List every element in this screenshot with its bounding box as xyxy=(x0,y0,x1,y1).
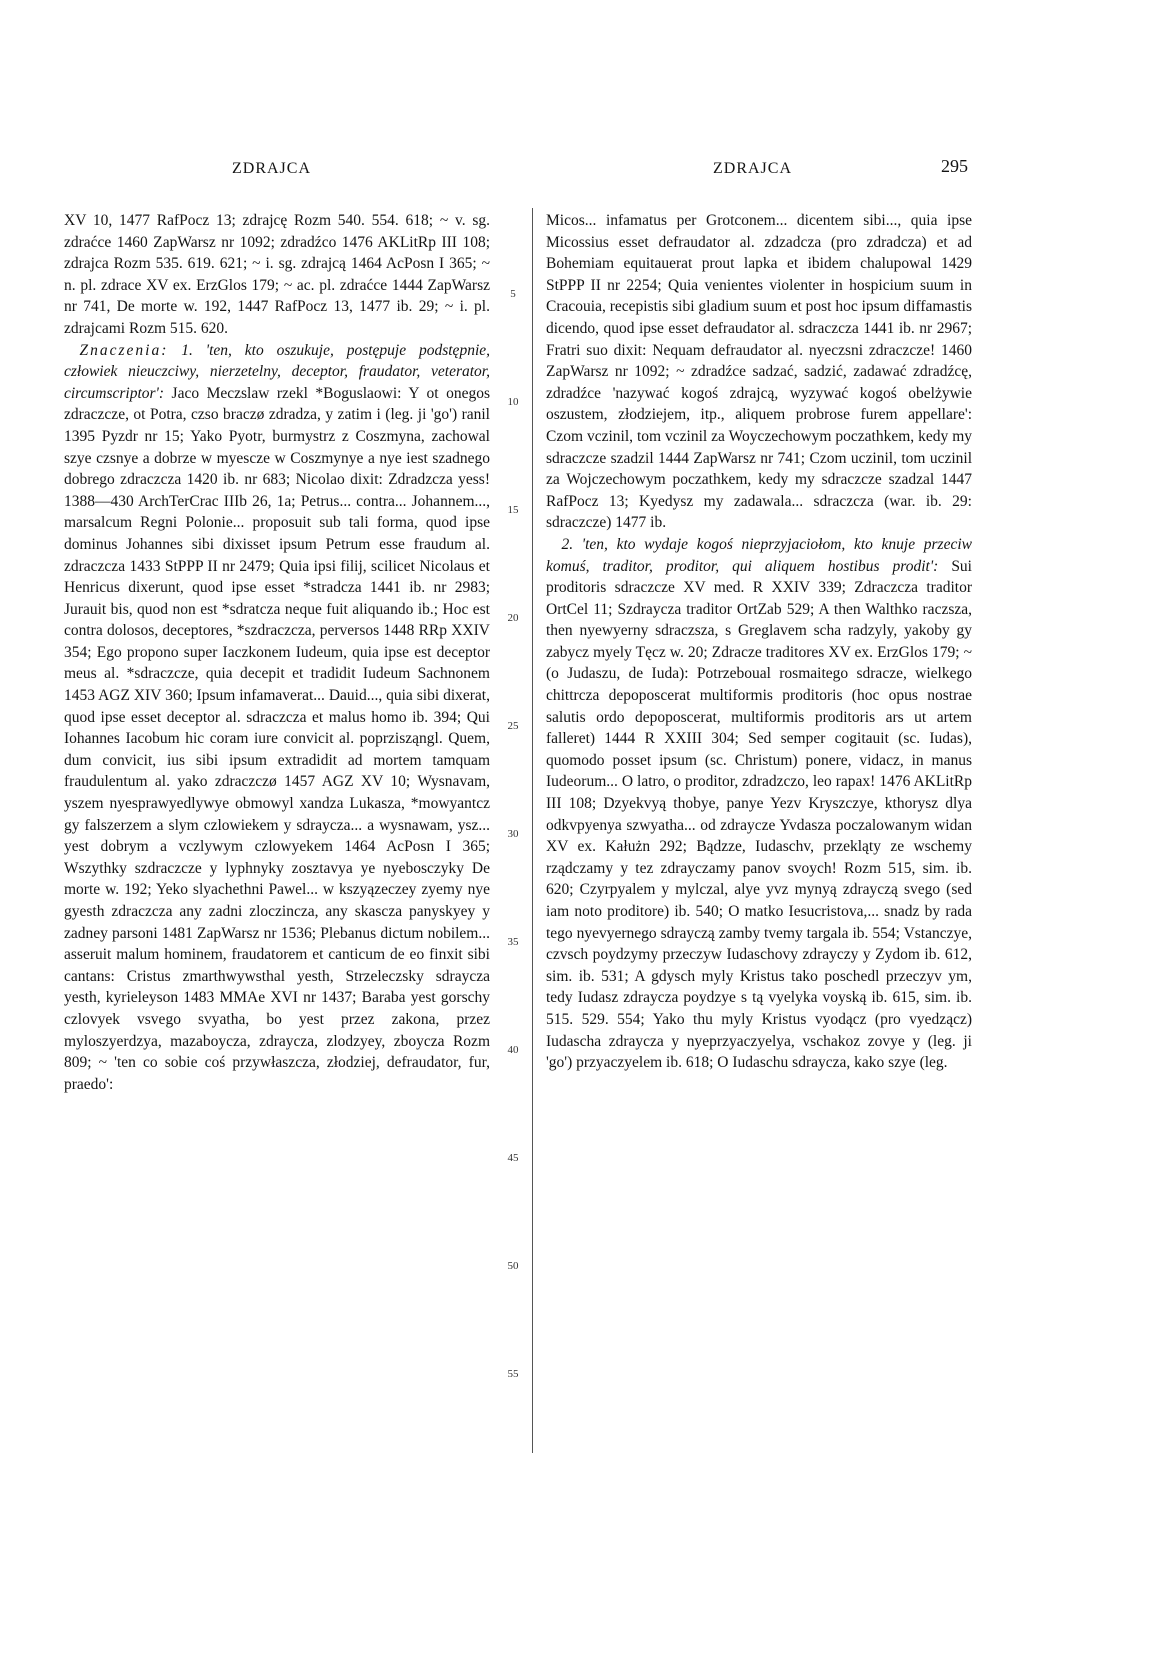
line-number: 10 xyxy=(507,396,519,408)
line-number: 55 xyxy=(507,1368,519,1380)
meaning-2-definition: 2. 'ten, kto wydaje kogoś nieprzyjaciołom, kto knuje przeciw komuś, traditor, proditor, qui aliquem hostibus prodit': xyxy=(546,535,972,575)
left-column xyxy=(64,210,490,1095)
meaning-2-citations: Sui proditoris sdraczcze XV med. R XXIV 339; Zdraczcza traditor OrtCel 11; Szdraycza traditor OrtZab 529; A then Walthko raczsza, then nyewyerny sdraczsza, s Greglavem scha radzyly, yakoby gy zabycz myely Tęcz w. 20; Zdracze traditores XV ex. ErzGlos 179; ~ (o Judaszu, de Iuda): Potrzeboual rosmaitego sdracze, wielkego chittrcza depoposcerat multiformis proditoris (hoc opus nostrae salutis ordo depoposcerat, multiformis proditoris ars ut artem falleret) 1444 R XXIII 304; Sed semper cogitauit (sc. Iudas), quomodo posset ipsum (sc. Christum) ponere, vidacz, in manus Iudeorum... O latro, o proditor, zdradzczo, leo rapax! 1476 AKLitRp III 108; Dzyekvyą thobye, panye Yezv Kryszczye, kthorysz dlya odkvpyenya szwyatha... od zdraycze Yvdasza poczalowanym widan XV ex. Kałużn 292; Bądzze, Iudaschv, przekląty ze wschemy rządczamy y tez zdrayczamy panov svoych! Rozm 515, sim. ib. 620; Czyrpyalem y mylczal, alye yvz mynyą zdrayczą svego (sed iam noto proditore) ib. 540; O matko Iesucristova,... snadz by rada tego nyevyernego sdrayczą zamby tvemy targala ib. 554; Vstanczye, czvsch poydzymy przeczyw Iudaschovy zdrayczy y Zydom ib. 612, sim. ib. 531; A gdysch myly Kristus tako poschedl przeczyv ym, tedy Iudasz zdraycza poydzye s tą vyelyka voyską ib. 615, sim. ib. 515. 529. 554; Yako thu myly Kristus vyodącz (pro vyedzącz) Iudascha zdraycza y nyeprzyaczyelya, vschakoz zovye y (leg. ji 'go') przyaczyelem ib. 618; O Iudaschu sdraycza, kako szye (leg. xyxy=(546,557,972,1072)
line-number: 20 xyxy=(507,612,519,624)
meaning-2-paragraph xyxy=(546,534,972,1074)
line-number: 45 xyxy=(507,1152,519,1164)
line-number: 50 xyxy=(507,1260,519,1272)
inflection-forms-paragraph: XV 10, 1477 RafPocz 13; zdrajcę Rozm 540. 554. 618; ~ v. sg. zdraćce 1460 ZapWarsz nr 1092; zdradźco 1476 AKLitRp III 108; zdrajca Rozm 535. 619. 621; ~ i. sg. zdrajcą 1464 AcPosn I 365; ~ n. pl. zdrace XV ex. ErzGlos 179; ~ ac. pl. zdraćce 1444 ZapWarsz nr 741, De morte w. 192, 1447 RafPocz 13, 1477 ib. 29; ~ i. pl. zdrajcami Rozm 515. 620. xyxy=(64,212,490,337)
meanings-label: Znaczenia: xyxy=(79,341,169,359)
line-number: 40 xyxy=(507,1044,519,1056)
line-number: 35 xyxy=(507,936,519,948)
running-header xyxy=(0,156,1151,182)
left-running-title: ZDRAJCA xyxy=(232,160,312,177)
line-number: 30 xyxy=(507,828,519,840)
line-number: 25 xyxy=(507,720,519,732)
meaning-1-citations: Jaco Meczslaw rzekl *Boguslaowi: Y ot onegos zdraczcze, ot Potra, czso braczø zdradza, y zatim i (leg. ji 'go') ranil 1395 Pyzdr nr 15; Yako Pyotr, burmystrz z Coszmyna, zachowal szye czsnye a dobrze w myescze w Coszmynye a nye iest szadnego dobrego zdraczcza 1420 ib. nr 683; Nicolao dixit: Zdradzcza yess! 1388—430 ArchTerCrac IIIb 26, 1a; Petrus... contra... Johannem..., marsalcum Regni Polonie... proposuit sub tali forma, quod ipse dominus Johannes sibi dixisset ipsum Petrum esse fraudum al. zdraczcza 1433 StPPP II nr 2479; Quia ipsi filij, scilicet Nicolaus et Henricus dixerunt, quod ipse esset *stradcza 1441 ib. nr 2983; Jurauit bis, quod non est *sdratcza neque fuit aliquando ib.; Hoc est contra dolosos, deceptores, *szdraczcza, perversos 1448 RRp XXIV 354; Ego propono super Iaczkonem Iudeum, quia ipse est deceptor meus al. *sdraczcze, quia decepit et tradidit Iudeum Sachnonem 1453 AGZ XIV 360; Ipsum infamaverat... Dauid..., quia sibi dixerat, quod ipse esset deceptor al. sdraczcza et malus homo ib. 394; Qui Iohannes Iacobum hic coram iure convicit al. poprzisząngl. Quem, dum convicit, ius sibi ipsum extradidit ad mortem tamquam fraudulentum al. yako zdraczczø 1457 AGZ XV 10; Wysnavam, yszem nyesprawyedlywye obmowyl xandza Lukasza, *mowyantcz gy falszerzem a slym czlowiekem y sdraycza... a wysnawam, ysz... yest dobrym a vczlywym czlowyekem 1464 AcPosn I 365; Wszythky szdraczcze y lyphnyky zosztavya ye nyebosczyky De morte w. 192; Yeko slyachethni Pawel... w kszyązeczey zyemy nye gyesth zdraczcza any zadni zloczincza, any skascza panyskyey y zadney parsoni 1481 ZapWarsz nr 1536; Plebanus dictum nobilem... asseruit malum hominem, fraudatorem et canticum de eo finxit sibi cantans: Cristus zmarthwywsthal yesth, Strzeleczsky sdraycza yesth, kyrieleyson 1483 MMAe XVI nr 1437; Baraba yest gorschy czlovyek vsvego svyatha, bo yest przez zakona, przez myloszyerdzya, mazaboycza, zdraycza, zlodzyey, zboycza Rozm 809; ~ 'ten co sobie coś przywłaszcza, złodziej, defraudator, fur, praedo': xyxy=(64,384,490,1093)
meaning-1-paragraph xyxy=(64,340,490,1096)
line-number: 15 xyxy=(507,504,519,516)
right-column xyxy=(546,210,972,1074)
column-divider xyxy=(532,208,533,1453)
meaning-1-definition: 1. 'ten, kto oszukuje, postępuje podstępnie, człowiek nieuczciwy, nierzetelny, deceptor, fraudator, veterator, circumscriptor': xyxy=(64,341,491,402)
defraudator-paragraph: Micos... infamatus per Grotconem... dicentem sibi..., quia ipse Micossius esset defraudator al. zdzadcza (pro zdradcza) et ad Bohemiam equitauerat prout lapka et ibidem chalupowal 1429 StPPP II nr 2254; Quia venientes violenter in hospicium suum in Cracouia, recepistis sibi gladium suum et post hoc ipsum diffamastis dicendo, quod ipse esset defraudator al. sdraczcza 1441 ib. nr 2967; Fratri suo dixit: Nequam defraudator al. nyeczsni zdraczcze! 1460 ZapWarsz nr 1092; ~ zdradźce sadzać, sadzić, zadawać zdradźcę, zdradźce 'nazywać kogoś zdrajcą, wyzywać kogoś obelżywie oszustem, złodziejem, itp., aliquem probrose furem appellare': Czom vczinil, tom vczinil za Woyczechowym poczathkem, kedy my sdraczcze szadzil 1444 ZapWarsz nr 741; Czom uczinil, tom uczinil za Wojczechowym poczathkem, kedy my sdraczcze szadzal 1447 RafPocz 13; Kyedysz my zadawala... sdraczcza (war. ib. 29: sdraczcze) 1477 ib. xyxy=(546,212,972,532)
right-running-title: ZDRAJCA xyxy=(713,160,793,177)
line-number: 5 xyxy=(510,288,516,300)
page-number: 295 xyxy=(941,156,968,176)
